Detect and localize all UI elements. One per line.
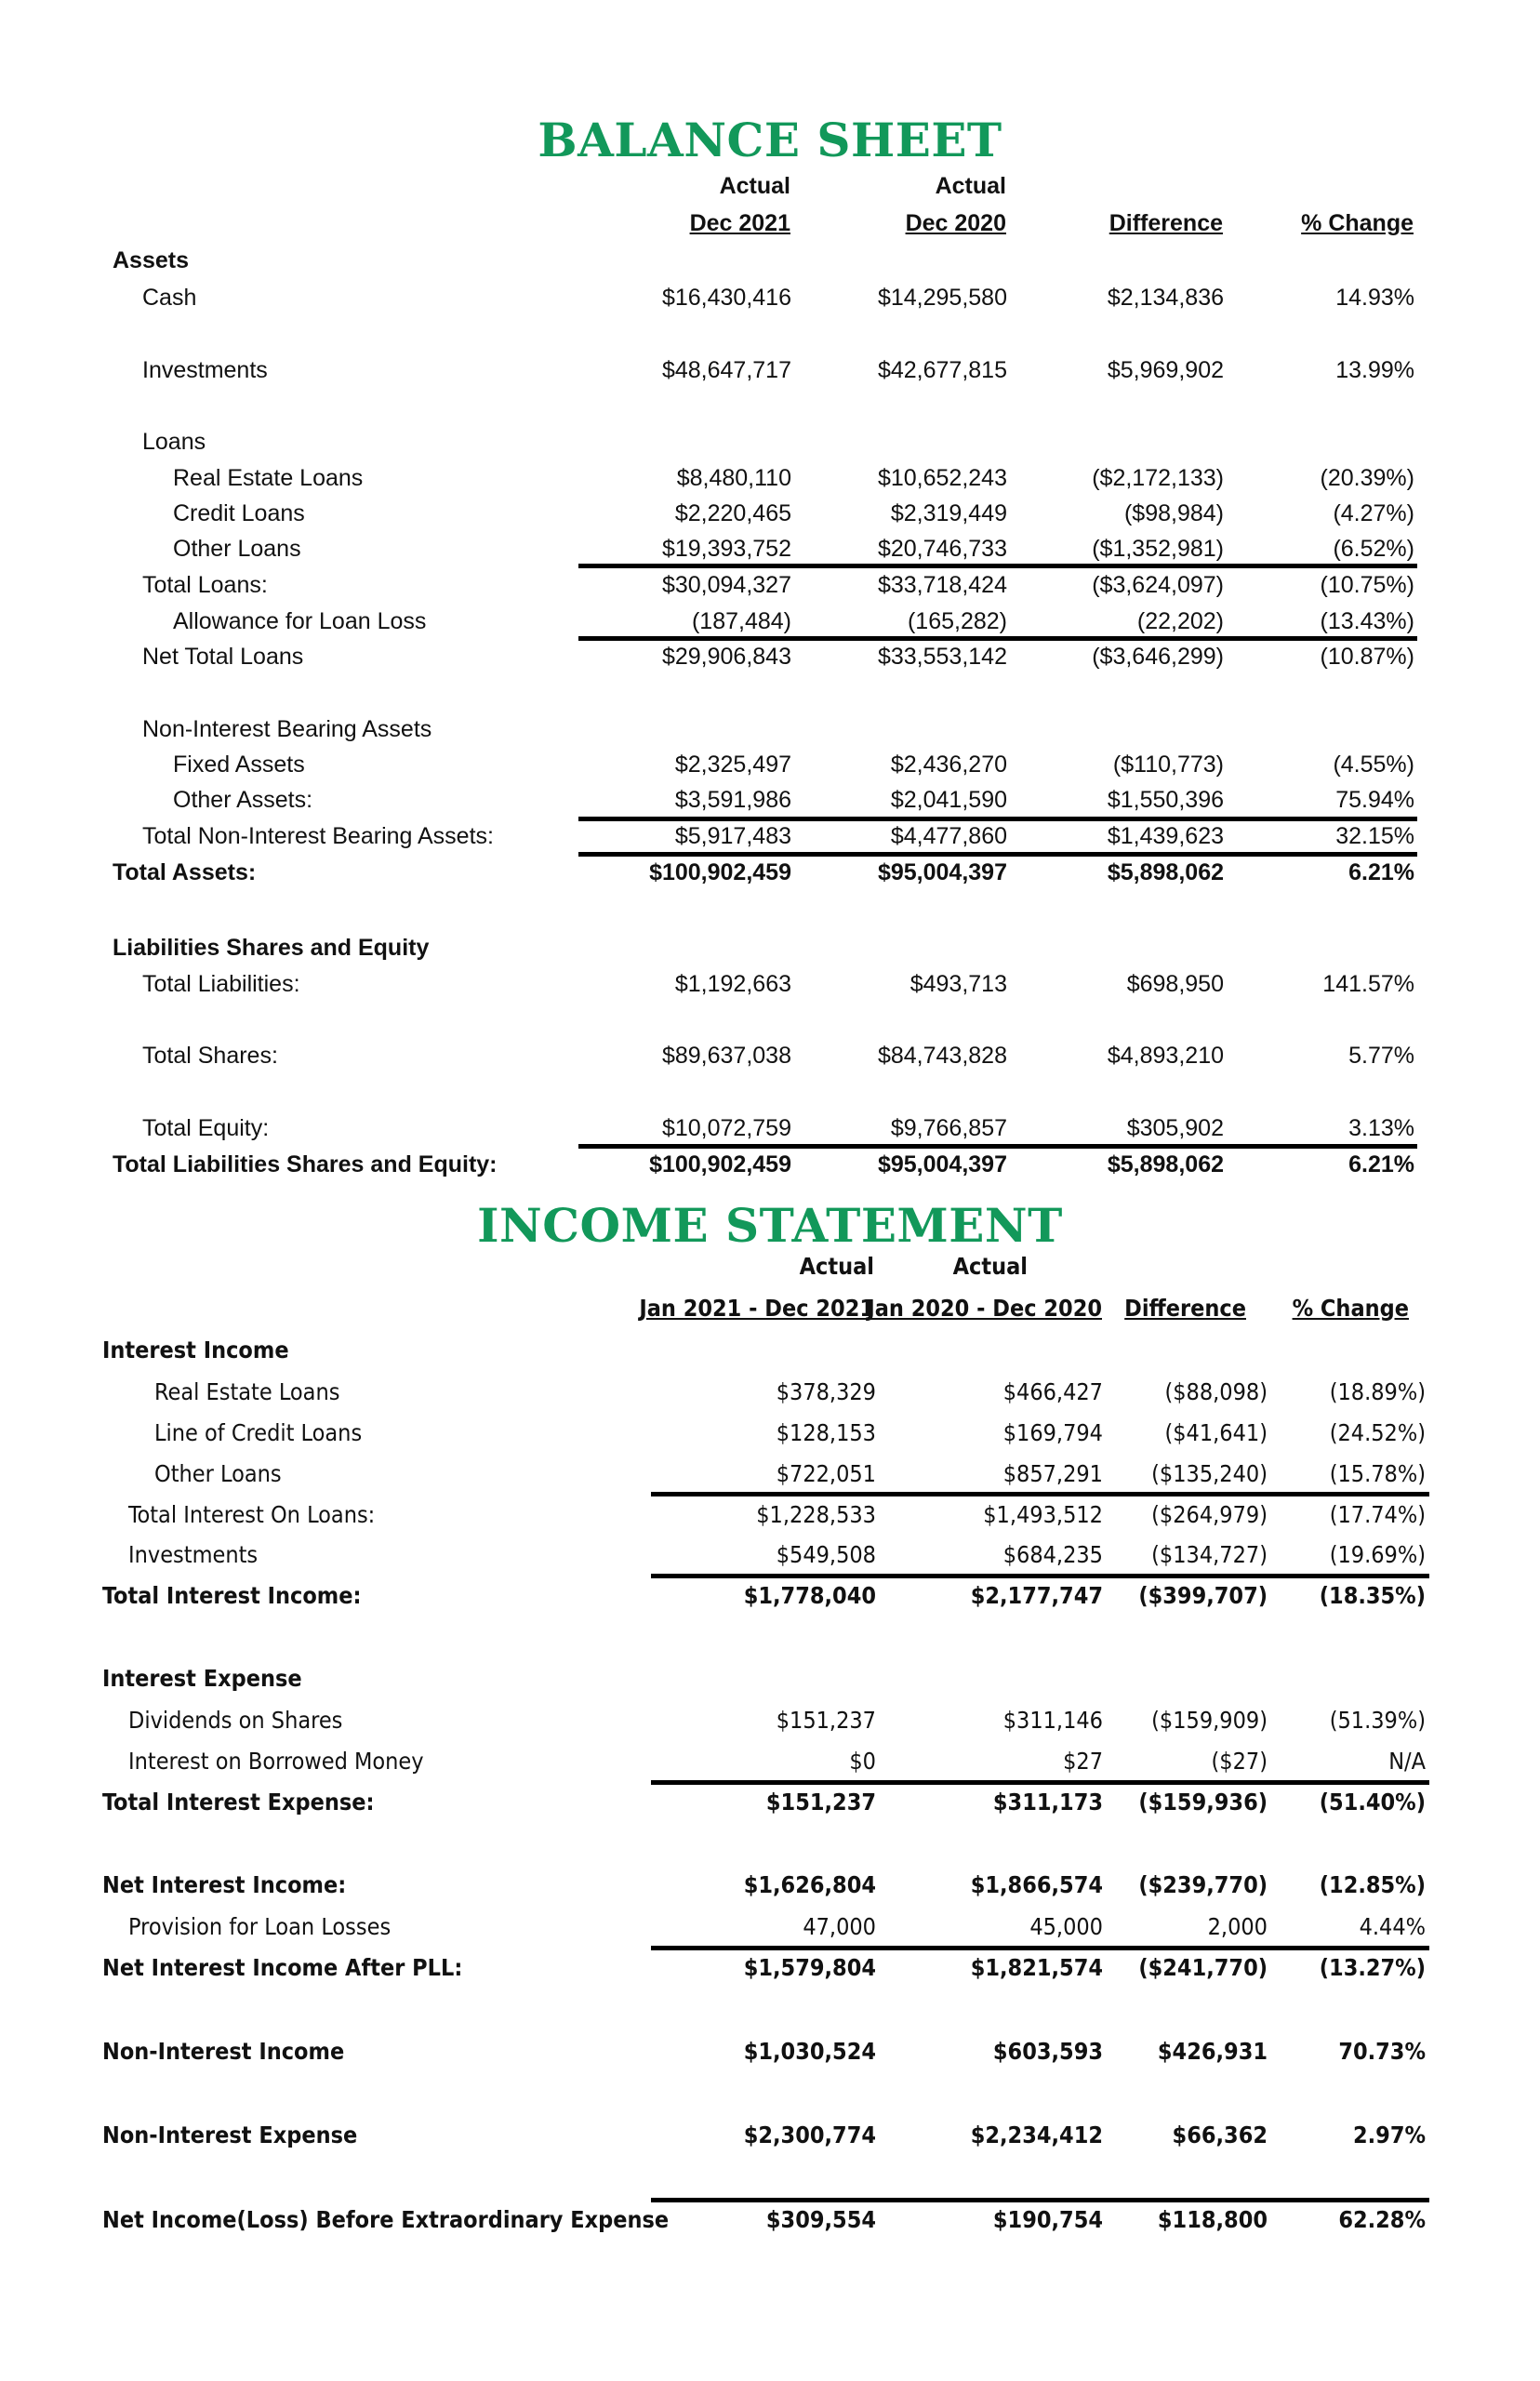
row-label: Total Interest On Loans: xyxy=(128,1501,376,1528)
cell-prior: $311,146 xyxy=(1002,1707,1103,1734)
cell-prior: $1,866,574 xyxy=(970,1871,1103,1898)
is-row-investments xyxy=(0,1539,1540,1571)
cell-pct-change: (17.74%) xyxy=(1329,1501,1426,1528)
is-total-rule xyxy=(651,1492,1429,1496)
cell-current: $1,030,524 xyxy=(743,2038,876,2065)
cell-pct-change: (18.35%) xyxy=(1319,1582,1426,1609)
cell-current: $100,902,459 xyxy=(649,859,791,885)
cell-pct-change: (4.55%) xyxy=(1333,752,1414,778)
is-col1-header: Jan 2021 - Dec 2021 xyxy=(639,1295,874,1322)
cell-difference: $66,362 xyxy=(1172,2122,1268,2148)
cell-prior: $169,794 xyxy=(1002,1419,1103,1446)
cell-pct-change: (10.87%) xyxy=(1320,644,1414,670)
cell-difference: $426,931 xyxy=(1157,2038,1268,2065)
is-row-total-interest-on-loans xyxy=(0,1499,1540,1531)
row-label: Net Total Loans xyxy=(142,644,304,670)
cell-prior: 45,000 xyxy=(1029,1913,1103,1940)
cell-current: $5,917,483 xyxy=(674,823,791,849)
is-row-net-interest-income xyxy=(0,1869,1540,1901)
is-row-line-of-credit-loans xyxy=(0,1417,1540,1449)
is-row-total-interest-income xyxy=(0,1580,1540,1612)
cell-prior: $466,427 xyxy=(1002,1378,1103,1405)
cell-pct-change: (13.27%) xyxy=(1319,1954,1426,1981)
cell-prior: $9,766,857 xyxy=(890,1115,1007,1141)
cell-current: $2,300,774 xyxy=(743,2122,876,2148)
cell-current: $0 xyxy=(849,1748,876,1775)
cell-prior: $493,713 xyxy=(909,971,1007,997)
cell-prior: $4,477,860 xyxy=(890,823,1007,849)
cell-pct-change: 2.97% xyxy=(1352,2122,1426,2148)
cell-pct-change: 14.93% xyxy=(1335,285,1414,311)
cell-difference: ($134,727) xyxy=(1151,1541,1268,1568)
cell-pct-change: 13.99% xyxy=(1335,357,1414,383)
cell-prior: $2,177,747 xyxy=(970,1582,1103,1609)
row-label: Assets xyxy=(113,247,189,273)
row-label: Net Interest Income: xyxy=(102,1871,347,1898)
row-label: Loans xyxy=(142,429,206,455)
balance-sheet-title: BALANCE SHEET xyxy=(538,113,1002,167)
cell-pct-change: (12.85%) xyxy=(1319,1871,1426,1898)
cell-pct-change: 6.21% xyxy=(1348,859,1414,885)
cell-prior: $33,553,142 xyxy=(877,644,1007,670)
cell-difference: $118,800 xyxy=(1157,2206,1268,2233)
cell-pct-change: 4.44% xyxy=(1359,1913,1426,1940)
row-label: Real Estate Loans xyxy=(173,465,364,491)
row-label: Total Loans: xyxy=(142,572,268,598)
is-row-total-interest-expense xyxy=(0,1787,1540,1818)
cell-prior: $684,235 xyxy=(1002,1541,1103,1568)
cell-difference: ($41,641) xyxy=(1164,1419,1268,1446)
cell-prior: $95,004,397 xyxy=(877,859,1007,885)
cell-pct-change: (20.39%) xyxy=(1320,465,1414,491)
cell-pct-change: (51.40%) xyxy=(1319,1789,1426,1816)
row-label: Total Shares: xyxy=(142,1043,278,1069)
cell-difference: ($1,352,981) xyxy=(1092,536,1224,562)
cell-prior: $2,436,270 xyxy=(890,752,1007,778)
cell-prior: $14,295,580 xyxy=(877,285,1007,311)
cell-prior: $20,746,733 xyxy=(877,536,1007,562)
row-label: Fixed Assets xyxy=(173,752,305,778)
cell-difference: 2,000 xyxy=(1207,1913,1268,1940)
cell-difference: $1,550,396 xyxy=(1107,787,1224,813)
row-label: Interest on Borrowed Money xyxy=(128,1748,424,1775)
cell-prior: $857,291 xyxy=(1002,1460,1103,1487)
row-label: Other Assets: xyxy=(173,787,313,813)
cell-current: $100,902,459 xyxy=(649,1151,791,1177)
income-statement-title: INCOME STATEMENT xyxy=(477,1198,1063,1253)
is-row-interest-expense xyxy=(0,1663,1540,1695)
cell-difference: ($159,909) xyxy=(1151,1707,1268,1734)
cell-current: $722,051 xyxy=(776,1460,876,1487)
cell-pct-change: 5.77% xyxy=(1348,1043,1414,1069)
cell-current: 47,000 xyxy=(803,1913,876,1940)
row-label: Total Interest Income: xyxy=(102,1582,362,1609)
cell-difference: ($2,172,133) xyxy=(1092,465,1224,491)
cell-pct-change: (18.89%) xyxy=(1329,1378,1426,1405)
row-label: Allowance for Loan Loss xyxy=(173,608,427,634)
cell-prior: $603,593 xyxy=(992,2038,1103,2065)
is-total-rule xyxy=(651,1574,1429,1578)
cell-difference: $1,439,623 xyxy=(1107,823,1224,849)
cell-current: $16,430,416 xyxy=(661,285,791,311)
is-row-dividends-on-shares xyxy=(0,1705,1540,1736)
cell-difference: ($98,984) xyxy=(1123,500,1224,526)
cell-current: $151,237 xyxy=(776,1707,876,1734)
cell-difference: $5,898,062 xyxy=(1107,1151,1224,1177)
row-label: Investments xyxy=(142,357,268,383)
row-label: Net Interest Income After PLL: xyxy=(102,1954,463,1981)
cell-difference: $5,969,902 xyxy=(1107,357,1224,383)
cell-difference: $305,902 xyxy=(1126,1115,1224,1141)
is-row-real-estate-loans xyxy=(0,1377,1540,1408)
cell-prior: $1,493,512 xyxy=(983,1501,1103,1528)
cell-current: $1,579,804 xyxy=(743,1954,876,1981)
cell-difference: ($3,624,097) xyxy=(1092,572,1224,598)
cell-current: $48,647,717 xyxy=(661,357,791,383)
bs-col2-header: Dec 2020 xyxy=(905,210,1006,236)
cell-current: $128,153 xyxy=(776,1419,876,1446)
cell-difference: ($135,240) xyxy=(1151,1460,1268,1487)
cell-pct-change: 6.21% xyxy=(1348,1151,1414,1177)
cell-prior: $33,718,424 xyxy=(877,572,1007,598)
cell-prior: $2,319,449 xyxy=(890,500,1007,526)
cell-prior: $1,821,574 xyxy=(970,1954,1103,1981)
cell-current: $29,906,843 xyxy=(661,644,791,670)
cell-current: $151,237 xyxy=(765,1789,876,1816)
is-total-rule xyxy=(651,1946,1429,1950)
row-label: Real Estate Loans xyxy=(154,1378,340,1405)
cell-difference: ($27) xyxy=(1211,1748,1268,1775)
row-label: Other Loans xyxy=(154,1460,282,1487)
cell-current: (187,484) xyxy=(691,608,791,634)
cell-difference: $4,893,210 xyxy=(1107,1043,1224,1069)
cell-current: $1,626,804 xyxy=(743,1871,876,1898)
row-label: Total Liabilities Shares and Equity: xyxy=(113,1151,498,1177)
cell-pct-change: 32.15% xyxy=(1335,823,1414,849)
cell-prior: $2,234,412 xyxy=(970,2122,1103,2148)
cell-current: $1,228,533 xyxy=(756,1501,876,1528)
cell-difference: ($399,707) xyxy=(1138,1582,1268,1609)
row-label: Provision for Loan Losses xyxy=(128,1913,392,1940)
row-label: Liabilities Shares and Equity xyxy=(113,935,430,961)
cell-pct-change: 70.73% xyxy=(1338,2038,1426,2065)
cell-pct-change: (24.52%) xyxy=(1329,1419,1426,1446)
is-col2-top-header: Actual xyxy=(952,1253,1028,1280)
cell-difference: ($3,646,299) xyxy=(1092,644,1224,670)
row-label: Interest Income xyxy=(102,1337,289,1363)
bs-col1-top-header: Actual xyxy=(719,173,790,199)
cell-difference: ($241,770) xyxy=(1138,1954,1268,1981)
is-row-net-income-loss-before-extraordinary-expense xyxy=(0,2204,1540,2236)
row-label: Net Income(Loss) Before Extraordinary Expense xyxy=(102,2206,670,2233)
cell-prior: $2,041,590 xyxy=(890,787,1007,813)
cell-difference: $5,898,062 xyxy=(1107,859,1224,885)
cell-pct-change: 3.13% xyxy=(1348,1115,1414,1141)
is-row-provision-for-loan-losses xyxy=(0,1911,1540,1943)
bs-col1-header: Dec 2021 xyxy=(689,210,790,236)
row-label: Non-Interest Expense xyxy=(102,2122,358,2148)
cell-current: $378,329 xyxy=(776,1378,876,1405)
cell-prior: $42,677,815 xyxy=(877,357,1007,383)
row-label: Investments xyxy=(128,1541,259,1568)
cell-current: $549,508 xyxy=(776,1541,876,1568)
cell-pct-change: (15.78%) xyxy=(1329,1460,1426,1487)
cell-current: $89,637,038 xyxy=(661,1043,791,1069)
is-row-non-interest-income xyxy=(0,2036,1540,2068)
cell-difference: ($88,098) xyxy=(1164,1378,1268,1405)
bs-col2-top-header: Actual xyxy=(935,173,1006,199)
cell-pct-change: (51.39%) xyxy=(1329,1707,1426,1734)
row-label: Cash xyxy=(142,285,197,311)
cell-pct-change: 62.28% xyxy=(1338,2206,1426,2233)
cell-current: $2,220,465 xyxy=(674,500,791,526)
cell-current: $2,325,497 xyxy=(674,752,791,778)
row-label: Total Non-Interest Bearing Assets: xyxy=(142,823,494,849)
row-label: Line of Credit Loans xyxy=(154,1419,363,1446)
row-label: Total Liabilities: xyxy=(142,971,300,997)
row-label: Non-Interest Income xyxy=(102,2038,345,2065)
is-row-net-interest-income-after-pll xyxy=(0,1952,1540,1984)
cell-current: $309,554 xyxy=(765,2206,876,2233)
cell-current: $1,778,040 xyxy=(743,1582,876,1609)
cell-prior: $84,743,828 xyxy=(877,1043,1007,1069)
cell-current: $30,094,327 xyxy=(661,572,791,598)
row-label: Dividends on Shares xyxy=(128,1707,343,1734)
cell-difference: ($110,773) xyxy=(1112,752,1224,778)
cell-difference: $698,950 xyxy=(1126,971,1224,997)
cell-prior: $311,173 xyxy=(992,1789,1103,1816)
is-col2-header: Jan 2020 - Dec 2020 xyxy=(867,1295,1102,1322)
cell-prior: (165,282) xyxy=(907,608,1007,634)
cell-pct-change: 75.94% xyxy=(1335,787,1414,813)
cell-prior: $27 xyxy=(1063,1748,1103,1775)
cell-current: $8,480,110 xyxy=(676,465,791,491)
cell-difference: $2,134,836 xyxy=(1107,285,1224,311)
bs-col3-header: Difference xyxy=(1109,210,1223,236)
cell-difference: ($159,936) xyxy=(1138,1789,1268,1816)
cell-pct-change: (13.43%) xyxy=(1320,608,1414,634)
cell-current: $1,192,663 xyxy=(674,971,791,997)
cell-difference: ($239,770) xyxy=(1138,1871,1268,1898)
cell-pct-change: (6.52%) xyxy=(1333,536,1414,562)
row-label: Total Equity: xyxy=(142,1115,270,1141)
row-label: Credit Loans xyxy=(173,500,305,526)
is-row-non-interest-expense xyxy=(0,2120,1540,2151)
is-total-rule xyxy=(651,2198,1429,2202)
cell-current: $19,393,752 xyxy=(661,536,791,562)
cell-prior: $10,652,243 xyxy=(877,465,1007,491)
cell-current: $10,072,759 xyxy=(661,1115,791,1141)
bs-col4-header: % Change xyxy=(1301,210,1414,236)
cell-pct-change: N/A xyxy=(1388,1748,1426,1775)
is-total-rule xyxy=(651,1780,1429,1785)
cell-prior: $190,754 xyxy=(992,2206,1103,2233)
is-row-other-loans xyxy=(0,1458,1540,1490)
row-label: Interest Expense xyxy=(102,1665,302,1692)
row-label: Other Loans xyxy=(173,536,301,562)
is-col4-header: % Change xyxy=(1292,1295,1409,1322)
cell-current: $3,591,986 xyxy=(674,787,791,813)
cell-difference: ($264,979) xyxy=(1151,1501,1268,1528)
cell-pct-change: (4.27%) xyxy=(1333,500,1414,526)
is-col1-top-header: Actual xyxy=(799,1253,874,1280)
row-label: Total Interest Expense: xyxy=(102,1789,375,1816)
is-col3-header: Difference xyxy=(1124,1295,1246,1322)
cell-pct-change: (10.75%) xyxy=(1320,572,1414,598)
cell-pct-change: 141.57% xyxy=(1322,971,1414,997)
cell-difference: (22,202) xyxy=(1136,608,1224,634)
row-label: Non-Interest Bearing Assets xyxy=(142,716,432,742)
is-row-interest-on-borrowed-money xyxy=(0,1746,1540,1777)
is-row-interest-income xyxy=(0,1335,1540,1366)
cell-pct-change: (19.69%) xyxy=(1329,1541,1426,1568)
row-label: Total Assets: xyxy=(113,859,257,885)
cell-prior: $95,004,397 xyxy=(877,1151,1007,1177)
